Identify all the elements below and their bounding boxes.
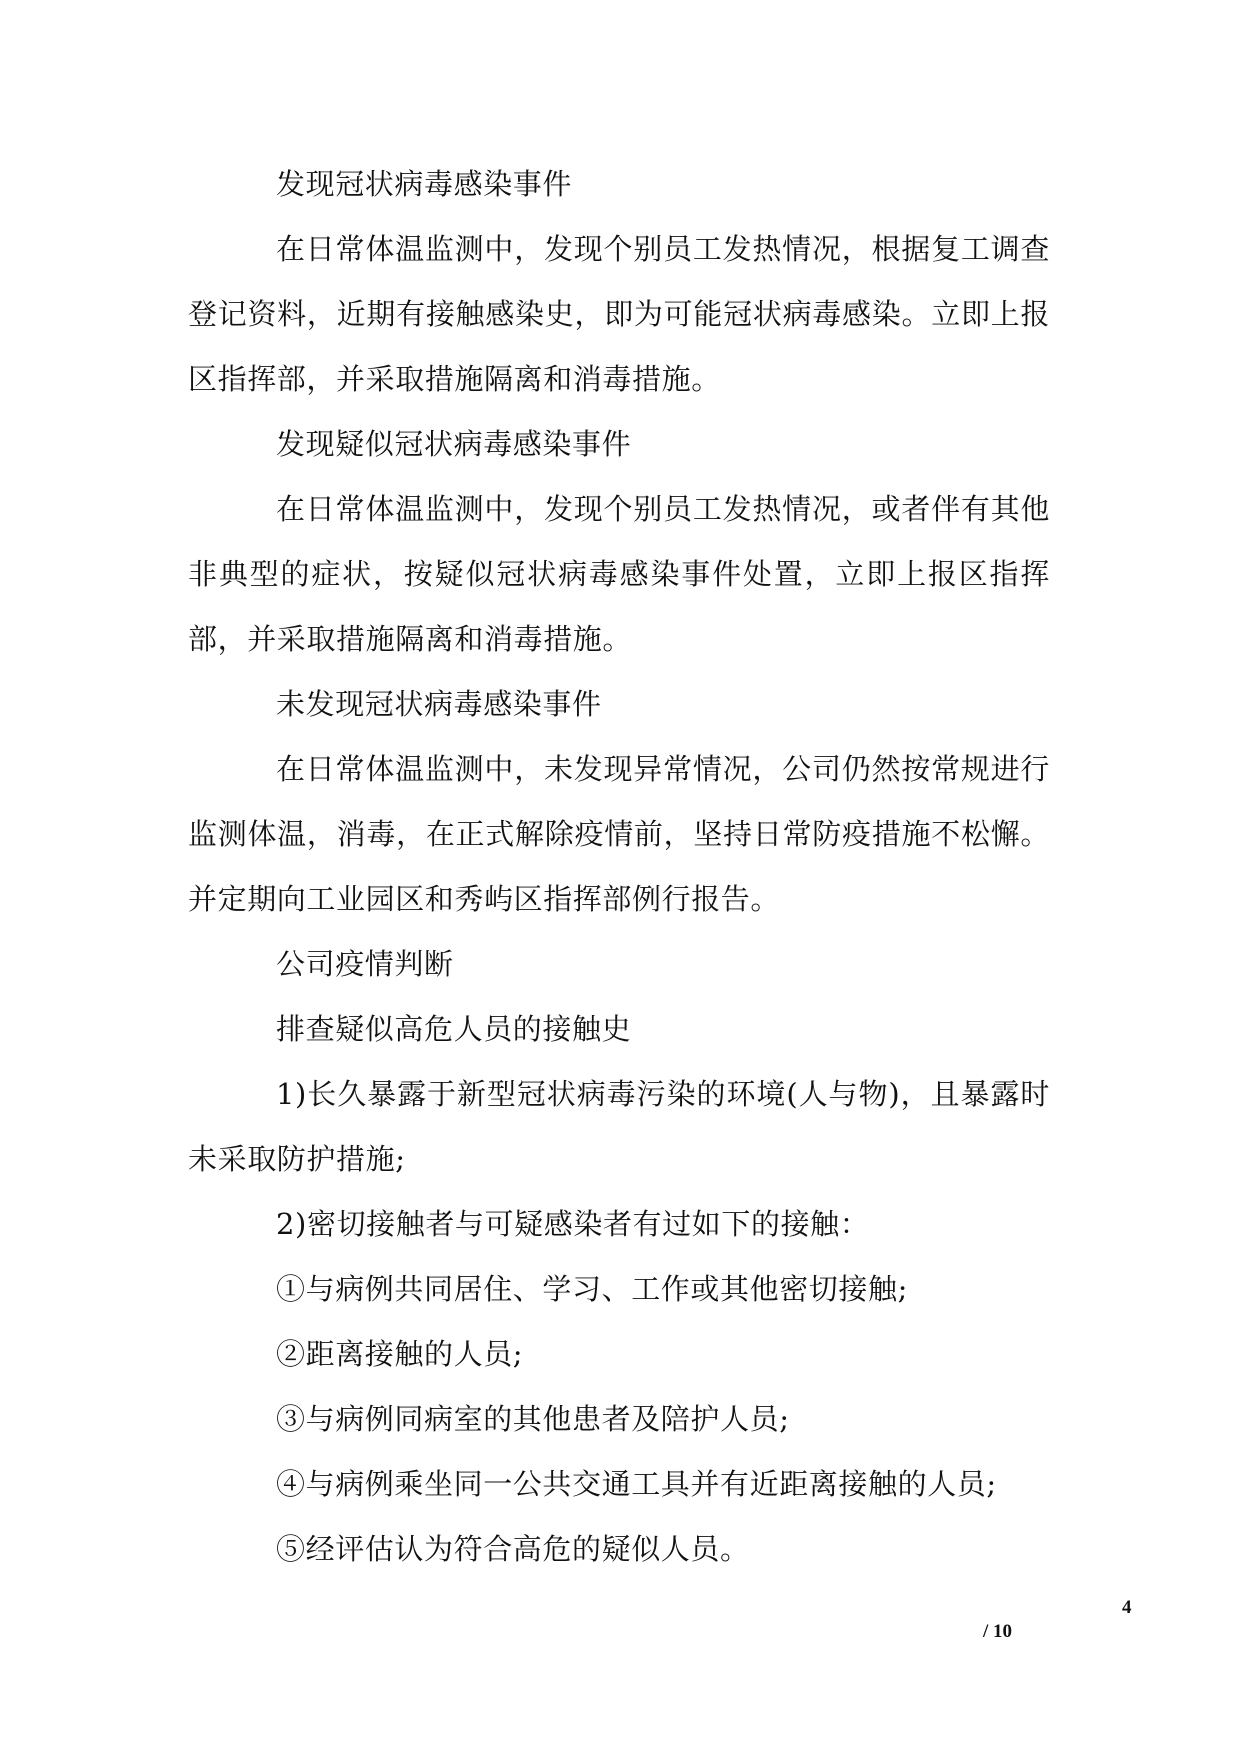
- list-item: 2)密切接触者与可疑感染者有过如下的接触：: [276, 1207, 870, 1241]
- body-paragraph: 在日常体温监测中，发现个别员工发热情况，根据复工调查登记资料，近期有接触感染史，即为可能冠状病毒感染。立即上报区指挥部，并采取措施隔离和消毒措施。: [188, 232, 1050, 396]
- section-heading: 发现冠状病毒感染事件: [276, 167, 573, 201]
- list-item: ①与病例共同居住、学习、工作或其他密切接触;: [276, 1272, 908, 1306]
- section-heading: 公司疫情判断: [276, 947, 454, 981]
- body-paragraph: 在日常体温监测中，发现个别员工发热情况，或者伴有其他非典型的症状，按疑似冠状病毒感染事件处置，立即上报区指挥部，并采取措施隔离和消毒措施。: [188, 492, 1050, 656]
- section-heading: 发现疑似冠状病毒感染事件: [276, 427, 632, 461]
- page-total: / 10: [983, 1621, 1013, 1642]
- list-item: ⑤经评估认为符合高危的疑似人员。: [276, 1532, 750, 1566]
- list-item: ③与病例同病室的其他患者及陪护人员;: [276, 1402, 790, 1436]
- section-heading: 排查疑似高危人员的接触史: [276, 1012, 632, 1046]
- section-heading: 未发现冠状病毒感染事件: [276, 687, 602, 721]
- document-body: [188, 152, 1050, 1582]
- list-item: 1)长久暴露于新型冠状病毒污染的环境(人与物)，且暴露时未采取防护措施;: [188, 1077, 1050, 1176]
- list-item: ④与病例乘坐同一公共交通工具并有近距离接触的人员;: [276, 1467, 997, 1501]
- list-item: ②距离接触的人员;: [276, 1337, 524, 1371]
- body-paragraph: 在日常体温监测中，未发现异常情况，公司仍然按常规进行监测体温，消毒，在正式解除疫情前，坚持日常防疫措施不松懈。并定期向工业园区和秀屿区指挥部例行报告。: [188, 752, 1050, 916]
- page-number: 4: [1122, 1597, 1132, 1618]
